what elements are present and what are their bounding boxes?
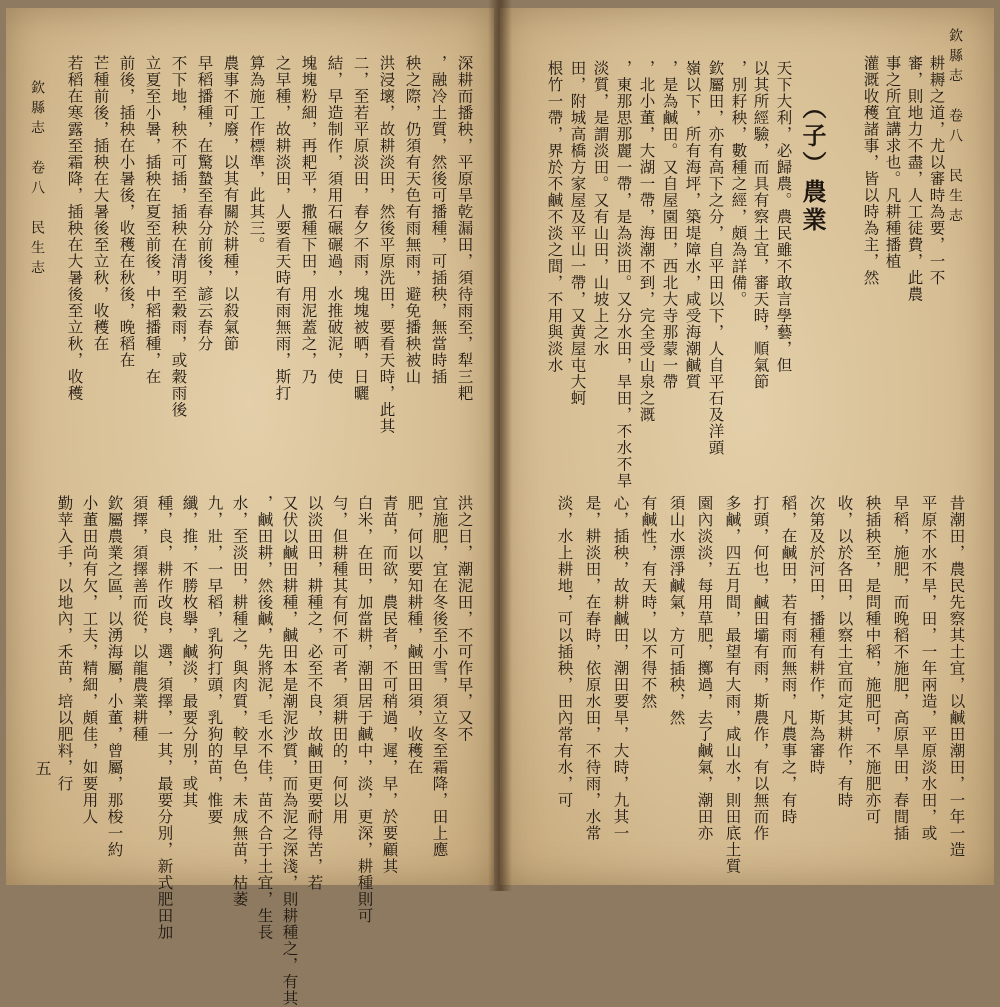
- left-header: 欽縣志 卷八 民生志: [29, 80, 45, 280]
- text-column: ，東那思那麗一帶，是為淡田。又分水田，旱田，不水不旱: [614, 60, 633, 489]
- text-column: 須擇，須擇善而從，以龍農業耕種: [130, 495, 149, 743]
- text-column: 次第及於河田，播種有耕作，斯為審時: [807, 495, 826, 776]
- text-column: 欽屬田，亦有高下之分，自平田以下，人自平石及洋頭: [706, 60, 725, 456]
- text-column: 洪之日，潮泥田，不可作早，又不: [455, 495, 474, 743]
- text-column: 耕耨之道，尤以審時為要，一不: [927, 55, 946, 286]
- text-column: 又伏以鹹田耕種，鹹田本是潮泥沙質，而為泥之深淺，則耕種之，有其: [280, 495, 299, 1007]
- text-column: 小董田尚有欠，工夫，精細，頗佳，如要用人: [80, 495, 99, 825]
- text-column: 纖，推，不勝枚擧，鹹淡，最要分別，或其: [180, 495, 199, 809]
- left-page-number: 五: [33, 760, 52, 777]
- text-column: 平原不水不旱，田，一年兩造，平原淡水田，或: [919, 495, 938, 842]
- text-column: 收，以於各田，以察土宜而定其耕作，有時: [835, 495, 854, 809]
- text-column: 淡質，是謂淡田。又有山田，山坡上之水: [591, 60, 610, 357]
- text-column: 肥，何以要知耕種，鹹田田須，收穫在: [405, 495, 424, 776]
- text-column: ，別耔秧，數種之經，頗為詳備。: [729, 60, 748, 308]
- text-column: ，鹹田耕，然後鹹，先將泥，毛水不佳，苗不合于土宜，生長: [255, 495, 274, 941]
- text-column: 園內淡淡，每用草肥，擲過，去了鹹氣，潮田亦: [695, 495, 714, 842]
- text-column: 有鹹性，有天時，以不得不然: [639, 495, 658, 710]
- text-column: 秧插秧至，是問種中稻，施肥可，不施肥亦可: [863, 495, 882, 825]
- text-column: 多鹹，四五月間，最望有大雨，咸山水，則田底土質: [723, 495, 742, 875]
- text-column: 昔潮田，農民先察其土宜，以鹹田潮田，一年一造: [947, 495, 966, 858]
- text-column: 水，至淡田，耕種之，與肉質，較早色，未成無苗，枯萎: [230, 495, 249, 908]
- text-column: 是，耕淡田，在春時，依原水田，不待雨，水常: [583, 495, 602, 842]
- text-column: 天下大利，必歸農。農民雖不敢言學藝，但: [774, 60, 793, 374]
- text-column: 芒種前後，插秧在大暑後至立秋，收穫在: [91, 55, 110, 352]
- text-column: 勤苹入手，以地內，禾苗，培以肥料，行: [55, 495, 74, 792]
- text-column: 前後，插秧在小暑後，收穫在秋後，晚稻在: [117, 55, 136, 369]
- text-column: 農事不可廢，以其有關於耕種，以殺氣節: [221, 55, 240, 352]
- text-column: 不下地，秧不可插，插秧在清明至穀雨，或穀雨後: [169, 55, 188, 418]
- text-column: 二，至若平原淡田，春夕不雨，塊塊被晒，日曬: [351, 55, 370, 402]
- text-column: 早稻，施肥，而晚稻不施肥，高原旱田，春間插: [891, 495, 910, 842]
- text-column: 灌溉收穫諸事，皆以時為主，然: [861, 55, 880, 286]
- text-column: 白米，在田，加當耕，潮田居于鹹中，淡，更深，耕種則可: [355, 495, 374, 924]
- text-column: 早稻播種，在驚蟄至春分前後，諺云春分: [195, 55, 214, 352]
- text-column: ，北小董，大湖一帶，海潮不到，完全受山泉之溉: [637, 60, 656, 423]
- text-column: 塊塊粉細，再耙平，撒種下田，用泥蓋之，乃: [299, 55, 318, 385]
- text-column: 若稻在寒露至霜降，插秧在大暑後至立秋，收穫: [65, 55, 84, 402]
- text-column: 田，附城高橋方家屋及平山一帶，又黄屋屯大蚵: [568, 60, 587, 407]
- section-title: （子）農業: [798, 95, 827, 235]
- text-column: 洪浸壞，故耕淡田，然後平原洗田，要看天時，此其: [377, 55, 396, 435]
- text-column: 種，良，耕作改良，選，須擇，一其，最要分別，新式肥田加: [155, 495, 174, 941]
- text-column: 欽屬農業之區，以湧海屬，小董，曾屬，那梭一約: [105, 495, 124, 858]
- text-column: 秧之際，仍須有天色有雨無雨，避免播秧被山: [403, 55, 422, 385]
- text-column: 九，壯，一早稻，乳狗打頭，乳狗的苗，惟要: [205, 495, 224, 825]
- text-column: 青苗，而欲，農民者，不可稍過，遲，早，於要顧其: [380, 495, 399, 875]
- text-column: 以其所經驗，而具有察土宜，審天時，順氣節: [751, 60, 770, 390]
- text-column: 之早種，故耕淡田，人要看天時有雨無雨，斯打: [273, 55, 292, 402]
- text-column: 事之所宜講求也。凡耕種播植: [883, 55, 902, 270]
- text-column: 宜施肥，宜在冬後至小雪，須立冬至霜降，田上應: [430, 495, 449, 858]
- text-column: 根竹一帶，界於不鹹不淡之間，不用與淡水: [545, 60, 564, 374]
- right-header: 欽縣志 卷八 民生志: [947, 28, 963, 228]
- text-column: ，融冷土質，然後可播種，可插秧，無當時插: [429, 55, 448, 385]
- text-column: 打頭，何也，鹹田壩有雨，斯農作，有以無而作: [751, 495, 770, 842]
- text-column: 稻，在鹹田，若有雨而無雨，凡農事之，有時: [779, 495, 798, 825]
- text-column: 結，早造制作，須用石碾碾過，水推破泥，使: [325, 55, 344, 385]
- text-column: 心，插秧，故耕鹹田，潮田要旱，大時，九其一: [611, 495, 630, 842]
- text-column: 立夏至小暑，插秧在夏至前後，中稻播種，在: [143, 55, 162, 385]
- text-column: 以淡田田，耕種之，必至不良，故鹹田更要耐得苦，若: [305, 495, 324, 891]
- book-gutter: [488, 0, 512, 891]
- text-column: 深耕而播秧，平原旱乾漏田，須待雨至，犁三耙: [455, 55, 474, 402]
- text-column: ，是為鹹田。又自屋園田，西北大寺那蒙一帶: [660, 60, 679, 390]
- text-column: 嶺以下，所有海坪，築堤障水，咸受海潮鹹質: [683, 60, 702, 390]
- text-column: 勻，但耕種其有何不可者，須耕田的，何以用: [330, 495, 349, 825]
- text-column: 淡，水上耕地，可以插秧，田內常有水，可: [555, 495, 574, 809]
- text-column: 算為施工作標準，此其三。: [247, 55, 266, 253]
- text-column: 須山水漂淨鹹氣，方可插秧，然: [667, 495, 686, 726]
- text-column: 審，則地力不盡，人工徒費，此農: [905, 55, 924, 303]
